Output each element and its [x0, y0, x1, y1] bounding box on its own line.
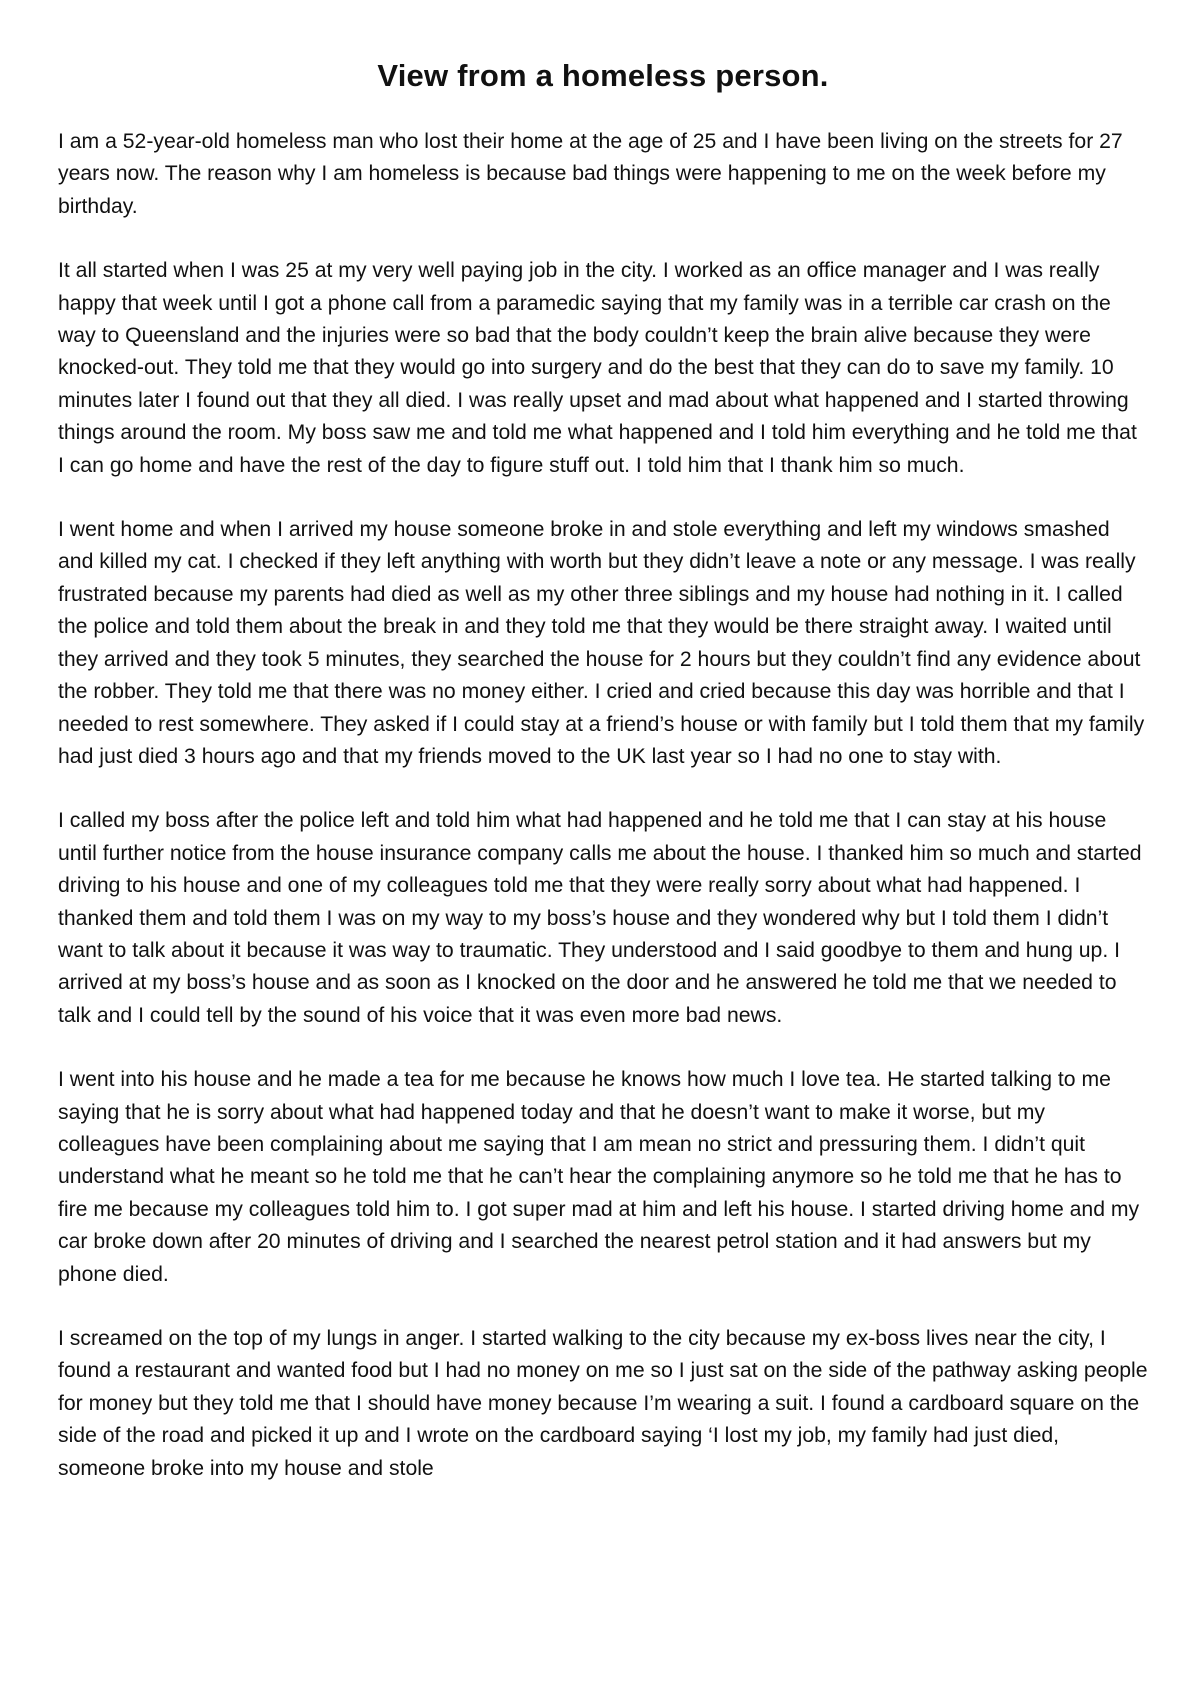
paragraph-2: It all started when I was 25 at my very well paying job in the city. I worked as an office manager and I was really happy that week until I got a phone call from a paramedic saying that my family was in a terrible car crash on the way to Queensland and the injuries were so bad that the body couldn’t keep the brain alive because they were knocked-out. They told me that they would go into surgery and do the best that they can do to save my family. 10 minutes later I found out that they all died. I was really upset and mad about what happened and I started throwing things around the room. My boss saw me and told me what happened and I told him everything and he told me that I can go home and have the rest of the day to figure stuff out. I told him that I thank him so much.: [58, 259, 1137, 477]
document-title: View from a homeless person.: [377, 58, 829, 93]
paragraph-6: I screamed on the top of my lungs in anger. I started walking to the city because my ex-boss lives near the city, I found a restaurant and wanted food but I had no money on me so I just sat on the side of the pathway asking people for money but they told me that I should have money because I’m wearing a suit. I found a cardboard square on the side of the road and picked it up and I wrote on the cardboard saying ‘I lost my job, my family had just died, someone broke into my house and stole: [58, 1327, 1148, 1480]
paragraph-1: I am a 52-year-old homeless man who lost their home at the age of 25 and I have been living on the streets for 27 years now. The reason why I am homeless is because bad things were happening to me on the week before my birthday.: [58, 130, 1123, 218]
paragraph-3: I went home and when I arrived my house someone broke in and stole everything and left my windows smashed and killed my cat. I checked if they left anything with worth but they didn’t leave a note or any message. I was really frustrated because my parents had died as well as my other three siblings and my house had nothing in it. I called the police and told them about the break in and they told me that they would be there straight away. I waited until they arrived and they took 5 minutes, they searched the house for 2 hours but they couldn’t find any evidence about the robber. They told me that there was no money either. I cried and cried because this day was horrible and that I needed to rest somewhere. They asked if I could stay at a friend’s house or with family but I told them that my family had just died 3 hours ago and that my friends moved to the UK last year so I had no one to stay with.: [58, 518, 1145, 768]
document-page: [58, 56, 1148, 1517]
paragraph-4: I called my boss after the police left and told him what had happened and he told me that I can stay at his house until further notice from the house insurance company calls me about the house. I thanked him so much and started driving to his house and one of my colleagues told me that they were really sorry about what had happened. I thanked them and told them I was on my way to my boss’s house and they wondered why but I told them I didn’t want to talk about it because it was way to traumatic. They understood and I said goodbye to them and hung up. I arrived at my boss’s house and as soon as I knocked on the door and he answered he told me that we needed to talk and I could tell by the sound of his voice that it was even more bad news.: [58, 809, 1142, 1027]
paragraph-5: I went into his house and he made a tea for me because he knows how much I love tea. He started talking to me saying that he is sorry about what had happened today and that he doesn’t want to make it worse, but my colleagues have been complaining about me saying that I am mean no strict and pressuring them. I didn’t quit understand what he meant so he told me that he can’t hear the complaining anymore so he told me that he has to fire me because my colleagues told him to. I got super mad at him and left his house. I started driving home and my car broke down after 20 minutes of driving and I searched the nearest petrol station and it had answers but my phone died.: [58, 1068, 1140, 1286]
